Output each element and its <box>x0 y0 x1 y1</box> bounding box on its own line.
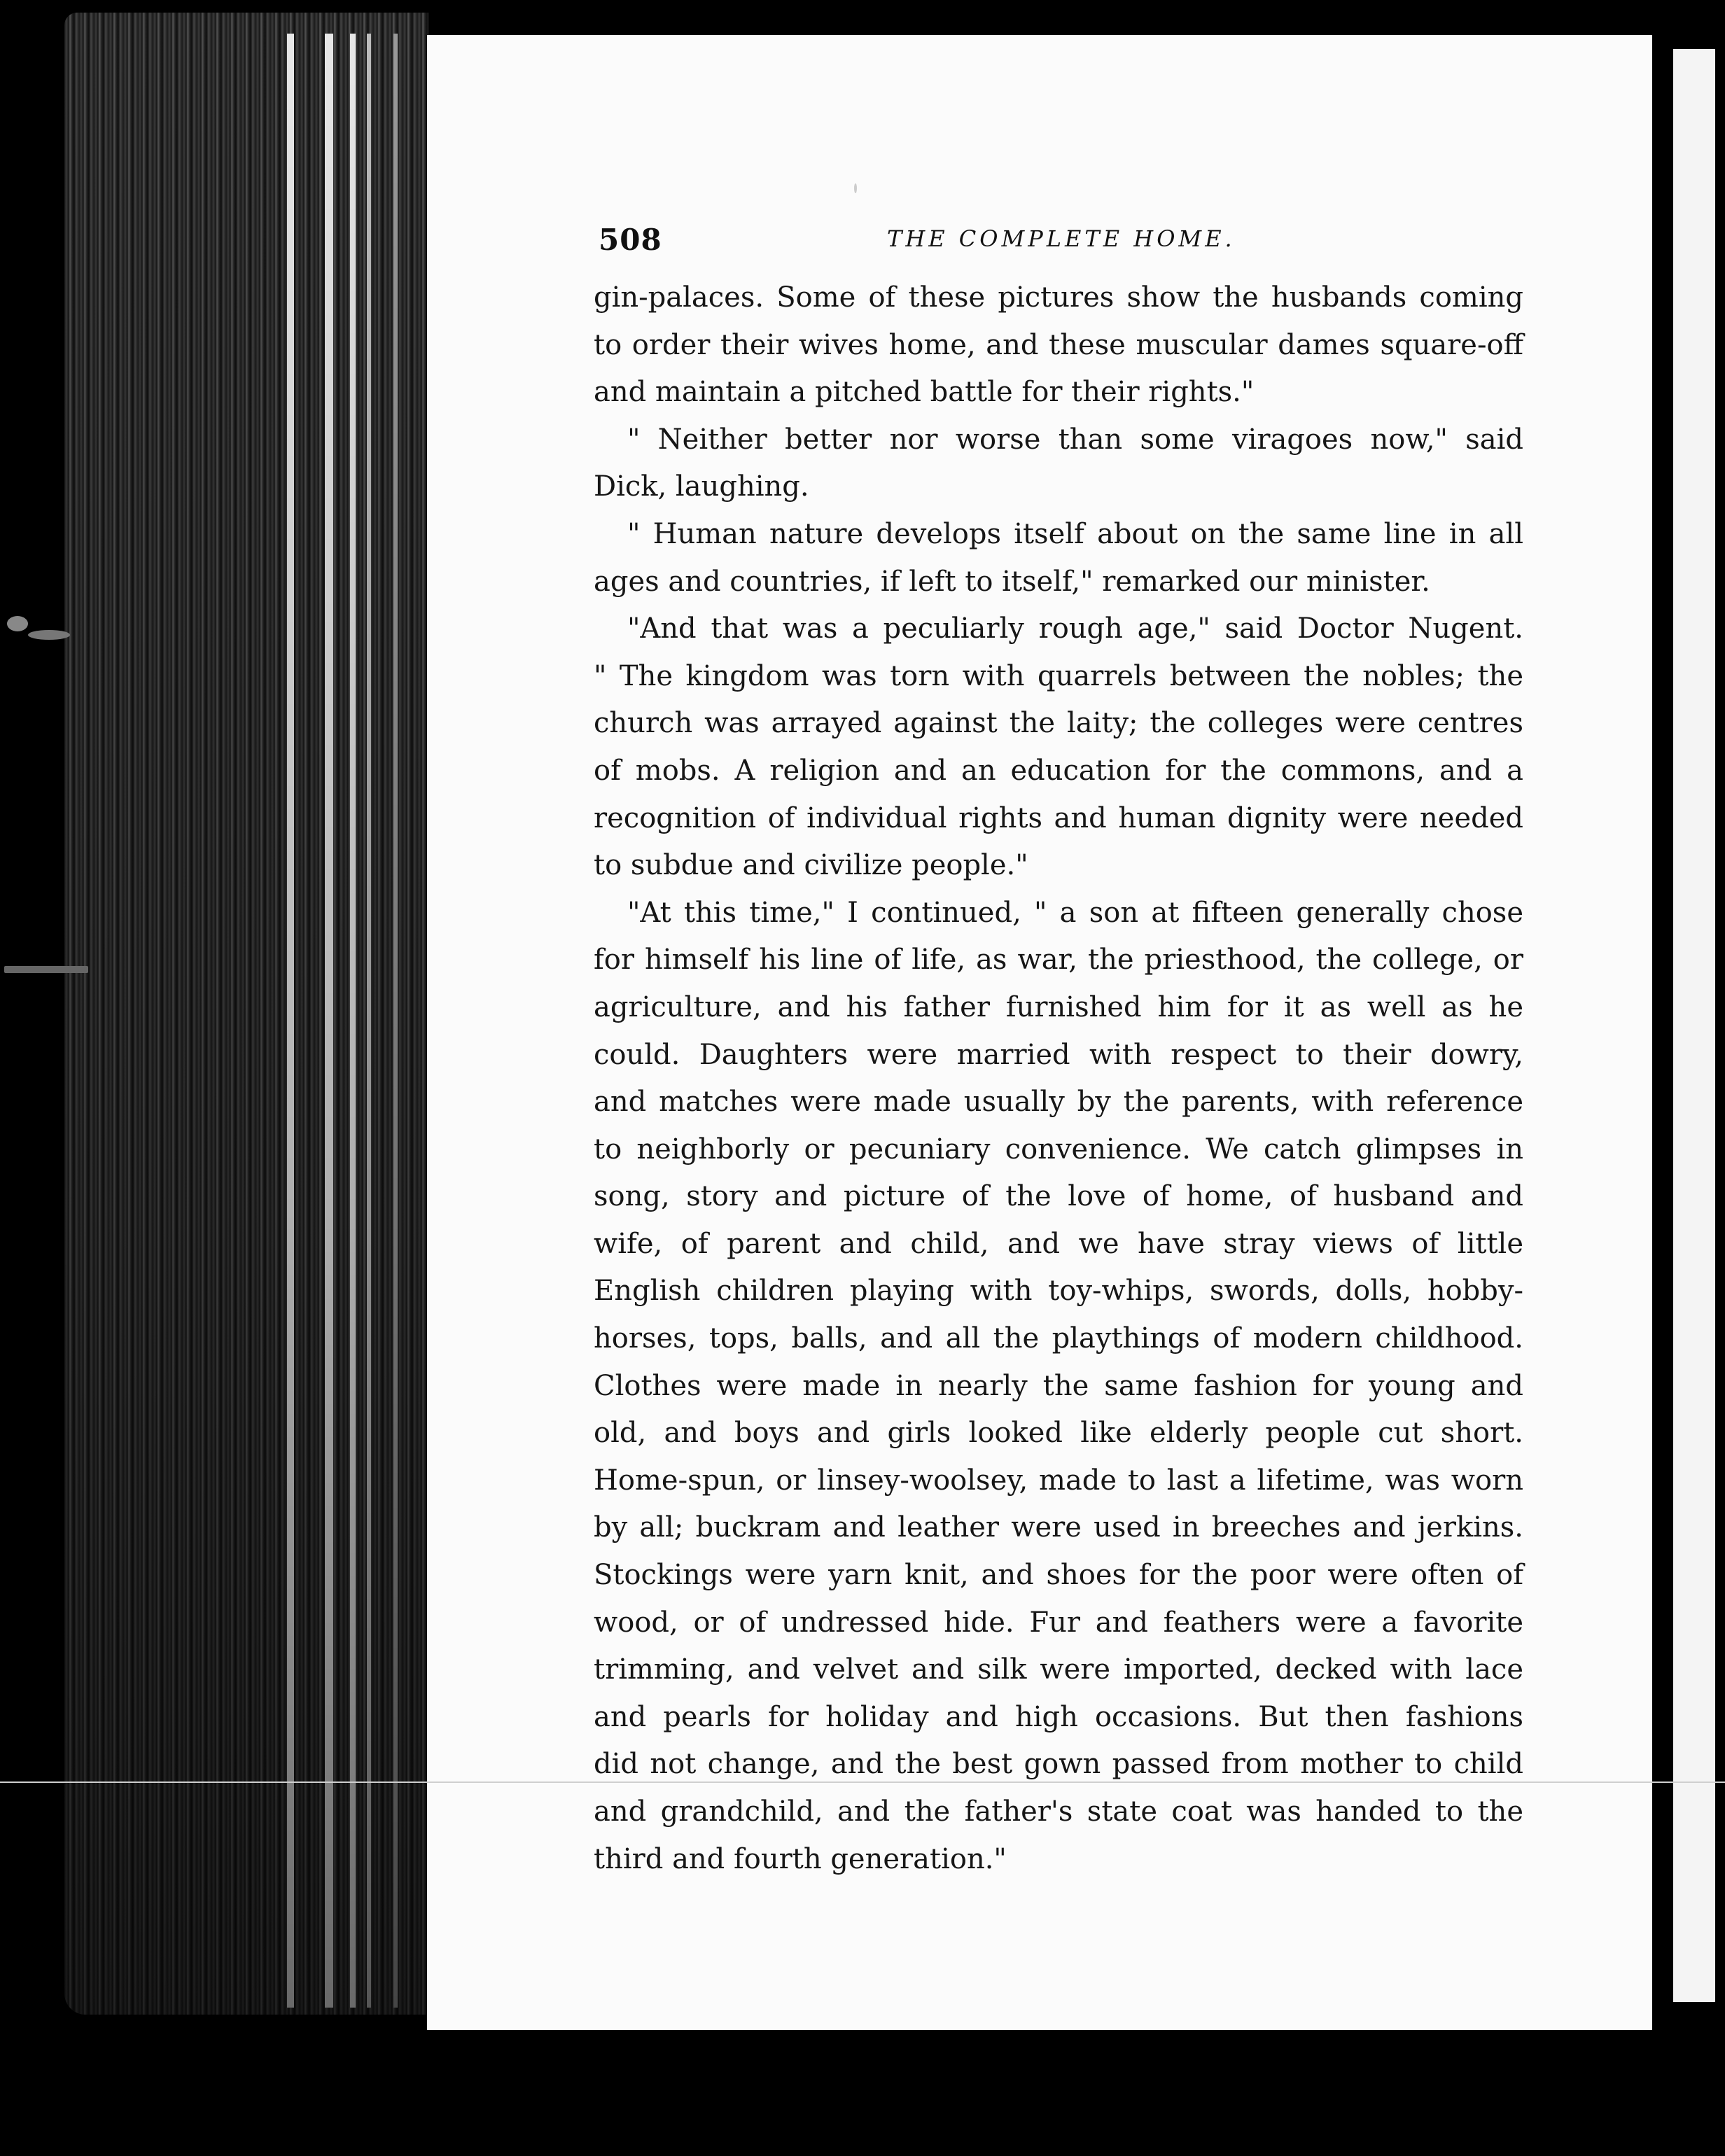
text-line: "At this time," I continued, " a son at fifteen generally chose <box>627 896 1523 929</box>
text-line: third and fourth generation." <box>594 1842 1007 1875</box>
body-text <box>594 274 1523 1883</box>
text-line: Home-spun, or linsey-woolsey, made to last a lifetime, was worn <box>594 1464 1523 1497</box>
scan-speck <box>28 630 70 640</box>
text-line: horses, tops, balls, and all the playthings of modern childhood. <box>594 1322 1523 1355</box>
text-line: recognition of individual rights and human dignity were needed <box>594 802 1523 834</box>
text-line: for himself his line of life, as war, the priesthood, the college, or <box>594 944 1523 976</box>
page-edge-highlight <box>350 34 356 2008</box>
text-line: song, story and picture of the love of home, of husband and <box>594 1180 1523 1213</box>
text-line: and pearls for holiday and high occasions. But then fashions <box>594 1700 1523 1733</box>
text-line: wood, or of undressed hide. Fur and feathers were a favorite <box>594 1606 1523 1639</box>
text-line: church was arrayed against the laity; the colleges were centres <box>594 707 1523 740</box>
text-line: " The kingdom was torn with quarrels between the nobles; the <box>594 659 1523 692</box>
book-page-edges <box>64 13 428 2015</box>
text-line: gin-palaces. Some of these pictures show the husbands coming <box>594 281 1523 314</box>
text-line: trimming, and velvet and silk were imported, decked with lace <box>594 1653 1523 1686</box>
text-line: and maintain a pitched battle for their rights." <box>594 376 1255 409</box>
text-line: "And that was a peculiarly rough age," said Doctor Nugent. <box>627 612 1523 645</box>
text-line: old, and boys and girls looked like elderly people cut short. <box>594 1417 1523 1450</box>
scan-speck <box>4 966 88 973</box>
text-line: to neighborly or pecuniary convenience. We catch glimpses in <box>594 1133 1523 1166</box>
page-number: 508 <box>599 223 662 257</box>
page-edge-highlight <box>393 34 398 2008</box>
text-line: Stockings were yarn knit, and shoes for the poor were often of <box>594 1559 1523 1592</box>
running-head: THE COMPLETE HOME. <box>887 225 1236 252</box>
page-edge-highlight <box>325 34 333 2008</box>
text-line: did not change, and the best gown passed from mother to child <box>594 1748 1523 1781</box>
page-edge-highlight <box>287 34 294 2008</box>
text-line: to order their wives home, and these muscular dames square-off <box>594 328 1523 361</box>
text-line: agriculture, and his father furnished him for it as well as he <box>594 990 1523 1023</box>
text-line: Clothes were made in nearly the same fashion for young and <box>594 1369 1523 1402</box>
text-line: to subdue and civilize people." <box>594 849 1028 882</box>
text-line: English children playing with toy-whips, swords, dolls, hobby- <box>594 1275 1523 1308</box>
page-header <box>599 223 1523 279</box>
text-line: by all; buckram and leather were used in breeches and jerkins. <box>594 1511 1523 1544</box>
text-line: and matches were made usually by the parents, with reference <box>594 1086 1523 1119</box>
text-line: " Neither better nor worse than some viragoes now," said <box>627 423 1523 456</box>
page-edge-highlight <box>367 34 371 2008</box>
text-line: and grandchild, and the father's state coat was handed to the <box>594 1795 1523 1828</box>
text-line: of mobs. A religion and an education for the commons, and a <box>594 754 1523 787</box>
text-line: Dick, laughing. <box>594 470 809 503</box>
scan-speck <box>854 183 857 193</box>
text-line: ages and countries, if left to itself," remarked our minister. <box>594 565 1430 598</box>
text-line: could. Daughters were married with respect to their dowry, <box>594 1038 1523 1071</box>
scan-speck <box>7 616 28 631</box>
text-line: wife, of parent and child, and we have stray views of little <box>594 1227 1523 1260</box>
next-page-edge <box>1669 49 1715 2002</box>
text-line: " Human nature develops itself about on the same line in all <box>627 517 1523 550</box>
